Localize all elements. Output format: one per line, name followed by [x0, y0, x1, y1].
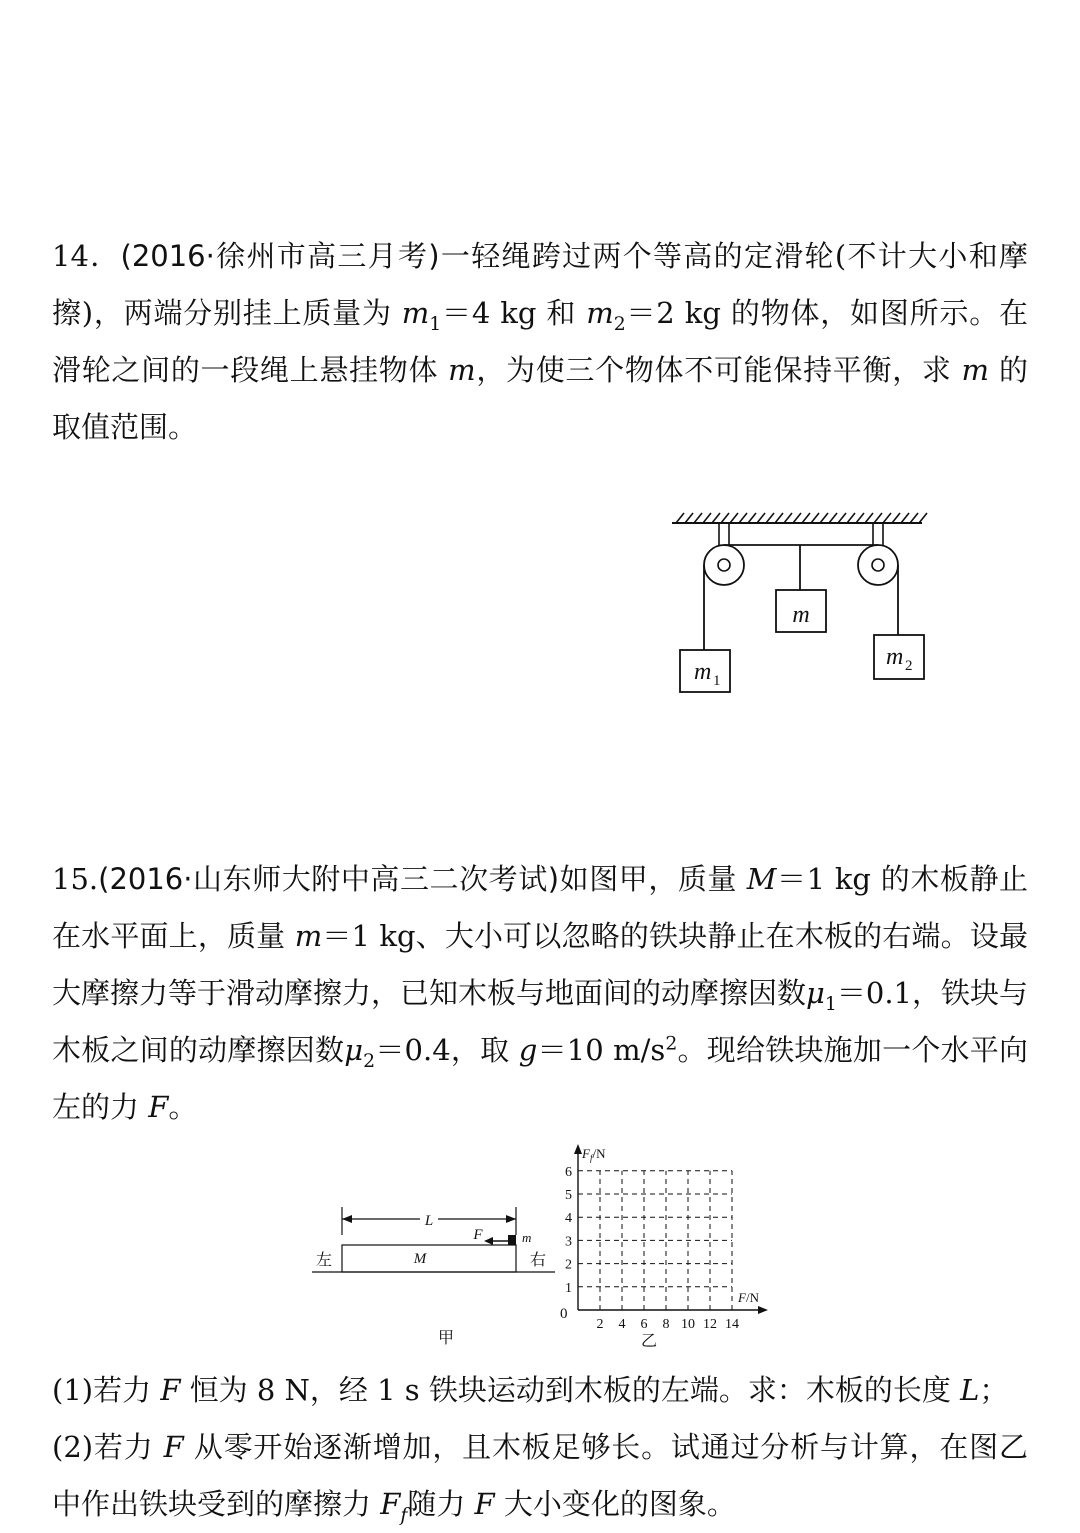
- hatch-mark: [919, 513, 927, 523]
- q2-text-d: 大小变化的图象。: [494, 1487, 736, 1521]
- hatch-mark: [775, 513, 783, 523]
- wooden-board: [342, 1245, 516, 1272]
- caption-jia: 甲: [437, 1330, 455, 1347]
- mass-m2-label: m: [886, 644, 904, 670]
- var-m1: m: [401, 296, 430, 330]
- chart-grid: [578, 1171, 732, 1310]
- caption-yi: 乙: [640, 1333, 658, 1350]
- y-tick-label: 4: [565, 1211, 572, 1227]
- problem-15-text-e: ＝0.4，取: [375, 1033, 519, 1067]
- chart-axes: [574, 1144, 768, 1314]
- var-m-15: m: [294, 919, 323, 953]
- x-tick-label: 10: [681, 1317, 695, 1332]
- y-axis-arrow: [574, 1144, 582, 1154]
- var-mu2-sub: 2: [363, 1050, 376, 1072]
- hatch-mark: [847, 513, 855, 523]
- y-tick-label: 6: [565, 1164, 572, 1180]
- chart-ticks: [565, 1165, 739, 1332]
- hatch-mark: [883, 513, 891, 523]
- hatch-mark: [838, 513, 846, 523]
- hatch-mark: [748, 513, 756, 523]
- var-m1-sub: 1: [429, 313, 442, 335]
- x-tick-label: 6: [640, 1317, 648, 1332]
- hatch-mark: [730, 513, 738, 523]
- problem-15-number: 15.: [52, 862, 99, 896]
- right-pulley: [858, 523, 898, 585]
- hatch-mark: [811, 513, 819, 523]
- dim-arrow-left: [342, 1215, 352, 1223]
- problem-15-text-a: 如图甲，质量: [559, 862, 747, 896]
- q2-text-b: 从零开始逐渐增加，且木板足够长。试通过分析与计算，在图乙中作出铁块受到的摩擦力: [52, 1430, 1028, 1521]
- hatch-mark: [694, 513, 702, 523]
- ceiling-hatch: [676, 513, 927, 523]
- hatch-mark: [685, 513, 693, 523]
- x-tick-label: 12: [703, 1317, 717, 1332]
- problem-14-text-c: ＝2 kg 的物体，如图所示。在滑轮之间的一段绳上悬挂物体: [52, 296, 1028, 387]
- problem-15-text-b: ＝1 kg 的木板静止在水平面上，质量: [52, 862, 1029, 953]
- label-M: M: [413, 1251, 427, 1267]
- q1-text-a: (1)若力: [52, 1373, 161, 1407]
- problem-14-text-b: ＝4 kg 和: [441, 296, 587, 330]
- problem-14-text: [52, 228, 1028, 456]
- q1-text-c: ；: [979, 1373, 1009, 1407]
- dim-arrow-right: [506, 1215, 516, 1223]
- problem-15-text-c: ＝1 kg、大小可以忽略的铁块静止在木板的右端。设最大摩擦力等于滑动摩擦力，已知木板与地面间的动摩擦因数: [52, 919, 1029, 1010]
- problem-14-number: 14．: [52, 239, 121, 273]
- mass-m1-label: m: [694, 659, 712, 685]
- q2-text-a: (2)若力: [52, 1430, 164, 1464]
- mass-m-label: m: [792, 602, 810, 628]
- hatch-mark: [829, 513, 837, 523]
- problem-14-text-d: ，为使三个物体不可能保持平衡，求: [475, 353, 962, 387]
- force-arrow-head: [484, 1237, 493, 1245]
- hatch-mark: [865, 513, 873, 523]
- var-F: F: [148, 1090, 169, 1124]
- q2-text-c: 随力: [407, 1487, 475, 1521]
- y-tick-label: 1: [565, 1280, 572, 1296]
- hatch-mark: [820, 513, 828, 523]
- var-M: M: [746, 862, 777, 896]
- chart-xlabel: F/N: [738, 1290, 759, 1305]
- problem-15-text-h: 。: [168, 1090, 198, 1124]
- problem-15-text-g: 。现给铁块施加一个水平向左的力: [52, 1033, 1028, 1124]
- mass-m1-sub: 1: [713, 673, 721, 689]
- question-1: [52, 1362, 1028, 1419]
- q2-var-Ff: F: [380, 1487, 401, 1521]
- label-F: F: [473, 1227, 483, 1243]
- hatch-mark: [802, 513, 810, 523]
- hatch-mark: [901, 513, 909, 523]
- problem-15-text-d: ＝0.1，铁块与木板之间的动摩擦因数: [52, 976, 1028, 1067]
- label-m: m: [522, 1230, 532, 1245]
- var-m-2: m: [961, 353, 990, 387]
- problem-14-text-a: 一轻绳跨过两个等高的定滑轮(不计大小和摩擦)，两端分别挂上质量为: [52, 239, 1028, 330]
- hatch-mark: [721, 513, 729, 523]
- figure-jia: [300, 1195, 570, 1355]
- problem-14-source: (2016·徐州市高三月考): [120, 239, 440, 273]
- pulley-figure: [660, 505, 940, 705]
- question-2: [52, 1419, 1028, 1533]
- hatch-mark: [784, 513, 792, 523]
- hatch-mark: [892, 513, 900, 523]
- hatch-mark: [766, 513, 774, 523]
- q1-var-L: L: [960, 1373, 980, 1407]
- chart-ylabel: $F_f/N$: [582, 1146, 606, 1163]
- iron-block: [508, 1235, 516, 1245]
- x-tick-label: 4: [618, 1317, 626, 1332]
- q2-var-F: F: [163, 1430, 184, 1464]
- hatch-mark: [757, 513, 765, 523]
- problem-15-source: (2016·山东师大附中高三二次考试): [98, 862, 560, 896]
- hatch-mark: [874, 513, 882, 523]
- x-tick-label: 8: [662, 1317, 670, 1332]
- q2-var-F2: F: [474, 1487, 495, 1521]
- hatch-mark: [676, 513, 684, 523]
- x-tick-label: 2: [596, 1317, 604, 1332]
- var-m2-sub: 2: [613, 313, 626, 335]
- problem-14-text-e: 的取值范围。: [52, 353, 1028, 444]
- y-tick-label: 3: [565, 1234, 572, 1250]
- var-mu2: μ: [344, 1033, 364, 1067]
- problem-15-text: [52, 851, 1028, 1136]
- y-tick-label: 5: [565, 1188, 572, 1203]
- hatch-mark: [703, 513, 711, 523]
- q1-text-b: 恒为 8 N，经 1 s 铁块运动到木板的左端。求：木板的长度: [180, 1373, 961, 1407]
- var-mu1: μ: [806, 976, 825, 1010]
- hatch-mark: [712, 513, 720, 523]
- y-tick-label: 2: [565, 1257, 572, 1273]
- hatch-mark: [856, 513, 864, 523]
- var-m2: m: [586, 296, 614, 330]
- label-left: 左: [315, 1252, 333, 1269]
- figure-yi-chart: [550, 1140, 780, 1355]
- x-tick-label: 14: [725, 1317, 739, 1332]
- left-pulley: [704, 523, 744, 585]
- var-g-sup: 2: [665, 1033, 678, 1055]
- hatch-mark: [910, 513, 918, 523]
- q1-var-F: F: [160, 1373, 181, 1407]
- var-m: m: [448, 353, 476, 387]
- chart-origin-label: 0: [560, 1306, 568, 1322]
- var-g: g: [518, 1033, 538, 1067]
- q2-var-Ff-sub: f: [400, 1504, 408, 1526]
- label-L: L: [424, 1213, 434, 1229]
- mass-m2-sub: 2: [905, 658, 913, 674]
- hatch-mark: [739, 513, 747, 523]
- label-right: 右: [529, 1252, 547, 1269]
- x-axis-arrow: [758, 1306, 768, 1314]
- hatch-mark: [793, 513, 801, 523]
- problem-15-text-f: ＝10 m/s: [537, 1033, 666, 1067]
- var-mu1-sub: 1: [824, 993, 837, 1015]
